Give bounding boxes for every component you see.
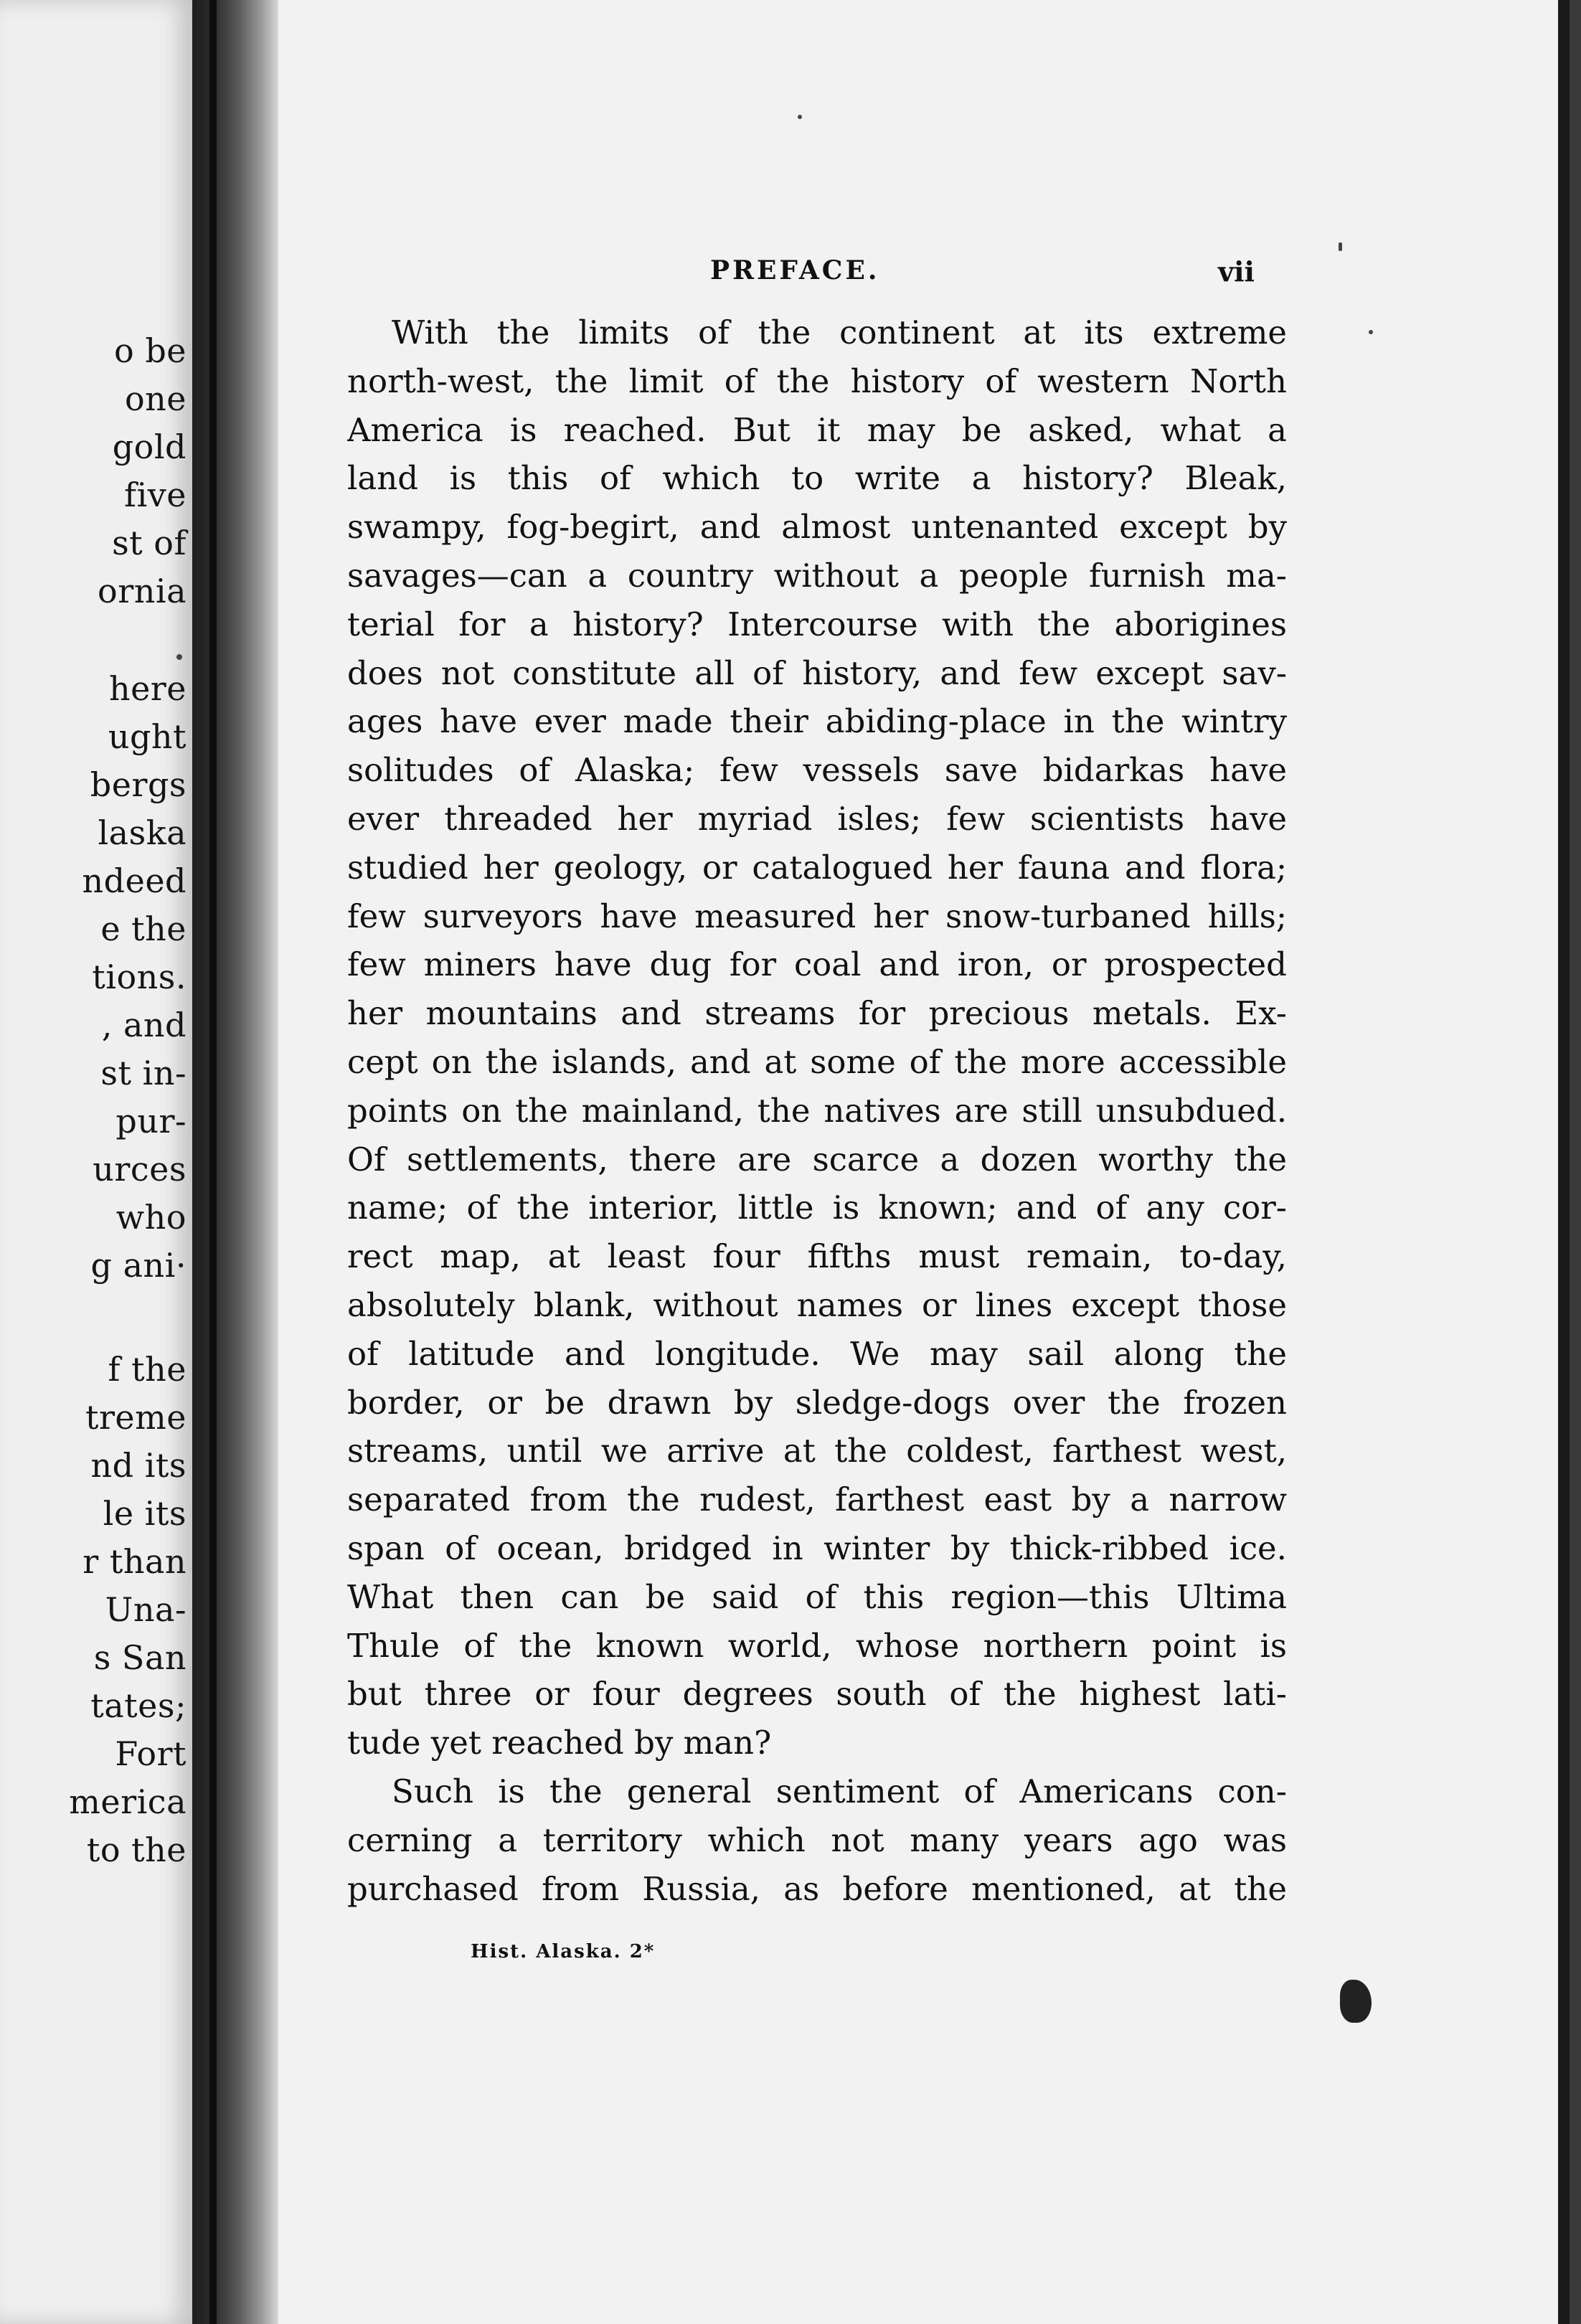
left-page-fragment: ught — [108, 717, 187, 756]
left-page-fragment: treme — [85, 1398, 187, 1437]
left-page-fragment: Fort — [115, 1734, 187, 1773]
text-line: land is this of which to write a history? Bleak, — [347, 459, 1287, 498]
left-page-fragment: five — [124, 476, 187, 514]
text-line: cept on the islands, and at some of the more accessible — [347, 1042, 1287, 1081]
ink-speck — [1369, 330, 1373, 334]
text-line: north-west, the limit of the history of western North — [347, 362, 1287, 400]
left-page-fragment: Una- — [105, 1590, 187, 1629]
text-line: her mountains and streams for precious metals. Ex- — [347, 994, 1287, 1033]
left-page-fragment: f the — [108, 1350, 187, 1389]
text-line: streams, until we arrive at the coldest, farthest west, — [347, 1432, 1287, 1470]
page-edge-shadow — [1558, 0, 1570, 2324]
left-page-fragment: one — [124, 379, 187, 418]
text-line: tude yet reached by man? — [347, 1724, 772, 1762]
text-line: With the limits of the continent at its extreme — [392, 313, 1287, 351]
left-page-fragment: g ani· — [90, 1246, 187, 1285]
left-page-fragment: gold — [112, 428, 187, 466]
page-header — [278, 255, 1570, 298]
ink-blot — [1340, 1980, 1372, 2023]
text-line: ages have ever made their abiding-place in the wintry — [347, 702, 1287, 741]
left-page-fragment: s San — [93, 1638, 187, 1677]
left-page-fragment: ornia — [98, 572, 187, 610]
left-page-fragment: laska — [98, 813, 187, 852]
text-line: cerning a territory which not many years ago was — [347, 1820, 1287, 1859]
left-page-fragment: e the — [100, 910, 187, 948]
left-page-fragment: bergs — [90, 765, 187, 804]
left-page-fragment: st of — [112, 524, 187, 562]
text-line: savages—can a country without a people furnish ma- — [347, 556, 1287, 595]
left-page-fragment: le its — [103, 1494, 187, 1533]
left-page-fragment: here — [108, 669, 187, 708]
text-line: Of settlements, there are scarce a dozen worthy the — [347, 1140, 1287, 1178]
text-line: studied her geology, or catalogued her fauna and flora; — [347, 848, 1287, 887]
binding-shadow — [209, 0, 217, 2324]
text-line: separated from the rudest, farthest east by a narrow — [347, 1480, 1287, 1519]
text-line: absolutely blank, without names or lines except those — [347, 1285, 1287, 1324]
text-line: points on the mainland, the natives are still unsubdued. — [347, 1091, 1287, 1130]
page-number: vii — [1218, 255, 1255, 288]
left-page-fragment: urces — [93, 1150, 187, 1189]
text-line: border, or be drawn by sledge-dogs over the frozen — [347, 1383, 1287, 1422]
text-line: America is reached. But it may be asked, what a — [347, 410, 1287, 449]
left-page-fragment: ndeed — [82, 861, 187, 900]
left-page-fragment: tions. — [92, 958, 187, 996]
text-line: purchased from Russia, as before mentioned, at the — [347, 1869, 1287, 1908]
ink-speck — [1339, 242, 1342, 251]
left-page-fragment: , and — [101, 1006, 187, 1044]
left-page-fragment: who — [115, 1198, 187, 1237]
book-gutter — [192, 0, 278, 2324]
text-line: Thule of the known world, whose northern point is — [347, 1626, 1287, 1665]
text-line: of latitude and longitude. We may sail along the — [347, 1334, 1287, 1373]
text-line: swampy, fog-begirt, and almost untenanted except by — [347, 508, 1287, 547]
left-page-fragment: tates; — [90, 1686, 187, 1725]
text-line: terial for a history? Intercourse with the aborigines — [347, 605, 1287, 643]
ink-speck — [176, 654, 182, 660]
text-line: solitudes of Alaska; few vessels save bidarkas have — [347, 751, 1287, 790]
left-page-fragment: r than — [82, 1542, 187, 1581]
left-page-fragment: st in- — [100, 1054, 187, 1092]
text-line: few miners have dug for coal and iron, or prospected — [347, 945, 1287, 984]
left-page-fragment: to the — [86, 1831, 187, 1869]
left-page-fragment: pur- — [115, 1102, 187, 1140]
running-title: PREFACE. — [710, 255, 880, 285]
text-line: name; of the interior, little is known; and of any cor- — [347, 1189, 1287, 1227]
ink-speck — [798, 115, 802, 119]
text-line: rect map, at least four fifths must remain, to-day, — [347, 1237, 1287, 1276]
text-line: What then can be said of this region—this Ultima — [347, 1577, 1287, 1616]
text-line: ever threaded her myriad isles; few scientists have — [347, 799, 1287, 838]
text-line: span of ocean, bridged in winter by thick-ribbed ice. — [347, 1529, 1287, 1567]
left-page-fragment: nd its — [90, 1446, 187, 1485]
left-page-fragment: o be — [114, 331, 187, 370]
text-line: Such is the general sentiment of Americans con- — [392, 1772, 1287, 1810]
left-page-fragment: merica — [69, 1782, 187, 1821]
preface-body — [347, 308, 1287, 1913]
text-line: few surveyors have measured her snow-turbaned hills; — [347, 897, 1287, 935]
text-line: does not constitute all of history, and few except sav- — [347, 653, 1287, 692]
left-facing-page — [0, 0, 192, 2324]
main-page — [278, 0, 1570, 2324]
signature-mark: Hist. Alaska. 2* — [471, 1941, 656, 1962]
text-line: but three or four degrees south of the highest lati- — [347, 1675, 1287, 1714]
